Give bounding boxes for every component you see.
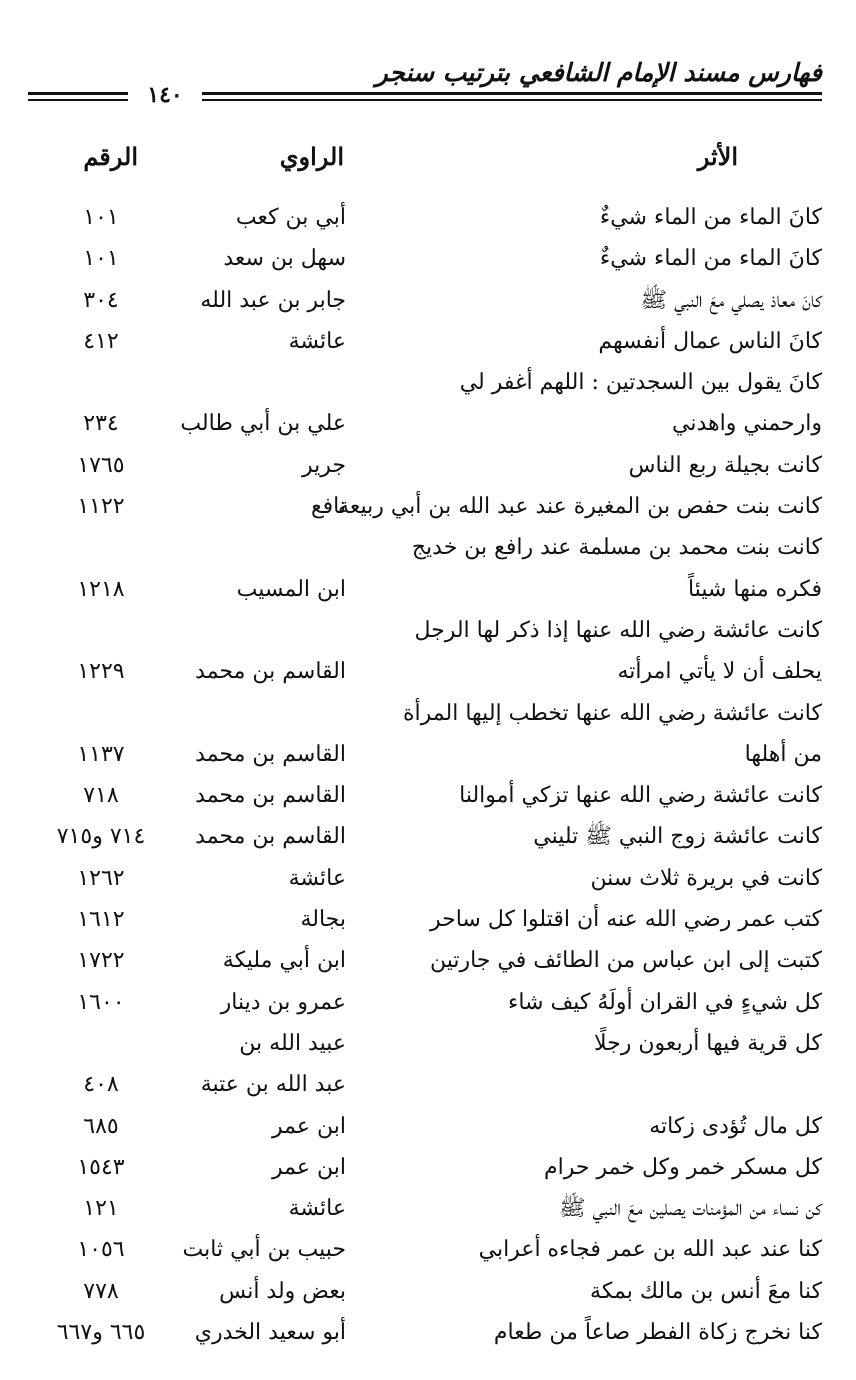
cell-rawi: عمرو بن دينار	[220, 989, 346, 1015]
cell-athar: كل مسكر خمر وكل خمر حرام	[544, 1154, 822, 1180]
table-row	[20, 362, 822, 403]
cell-raqm: ٦٦٥ و٦٦٧	[56, 1320, 146, 1346]
table-row	[20, 1106, 822, 1147]
table-row	[20, 610, 822, 651]
running-title: فهارس مسند الإمام الشافعي بترتيب سنجر	[375, 58, 822, 87]
table-row	[20, 1229, 822, 1270]
cell-rawi: حبيب بن أبي ثابت	[182, 1237, 346, 1263]
cell-rawi: ابن عمر	[272, 1154, 346, 1180]
table-row	[20, 527, 822, 568]
cell-athar: كتب عمر رضي الله عنه أن اقتلوا كل ساحر	[429, 907, 822, 933]
cell-athar: كانت عائشة رضي الله عنها تخطب إليها المرأة	[403, 700, 822, 726]
index-table	[20, 197, 822, 1353]
cell-athar: كانت بنت محمد بن مسلمة عند رافع بن خديج	[411, 535, 822, 561]
cell-athar: كانت في بريرة ثلاث سنن	[590, 865, 822, 891]
table-row	[20, 403, 822, 444]
table-row	[20, 197, 822, 238]
cell-athar: كن نساء من المؤمنات يصلين معَ النبي ﷺ	[558, 1196, 822, 1222]
cell-rawi: عبد الله بن عتبة	[200, 1072, 346, 1098]
cell-raqm: ٣٠٤	[83, 287, 119, 313]
cell-raqm: ١٧٢٢	[77, 948, 125, 974]
table-row	[20, 858, 822, 899]
cell-rawi: القاسم بن محمد	[195, 824, 346, 850]
table-row	[20, 1188, 822, 1229]
column-header-raqm: الرقم	[83, 142, 138, 171]
cell-rawi: القاسم بن محمد	[195, 659, 346, 685]
column-header-rawi: الراوي	[279, 142, 344, 171]
cell-rawi: جرير	[302, 452, 346, 478]
cell-athar: وارحمني واهدني	[672, 411, 822, 437]
cell-rawi: عبيد الله بن	[239, 1030, 346, 1056]
cell-athar: كانَ الناس عمال أنفسهم	[598, 328, 822, 354]
cell-athar: كنا معَ أنس بن مالك بمكة	[590, 1278, 822, 1304]
cell-raqm: ١٢١	[83, 1196, 119, 1222]
cell-athar: كنا عند عبد الله بن عمر فجاءه أعرابي	[478, 1237, 822, 1263]
table-row	[20, 1312, 822, 1353]
cell-rawi: أبي بن كعب	[235, 205, 346, 230]
cell-rawi: ابن عمر	[272, 1113, 346, 1139]
table-row	[20, 238, 822, 279]
cell-raqm: ١٧٦٥	[77, 452, 125, 478]
cell-raqm: ٧٧٨	[83, 1278, 119, 1304]
page-number: ١٤٠	[128, 78, 202, 112]
cell-athar: كانَ معاذ يصلي معَ النبي ﷺ	[640, 287, 822, 313]
cell-rawi: نافع	[310, 494, 346, 520]
cell-athar: كانَ الماء من الماء شيءٌ	[599, 205, 822, 230]
cell-athar: كل مال تُؤدى زكاته	[649, 1113, 822, 1139]
table-row	[20, 940, 822, 981]
cell-rawi: عائشة	[288, 1196, 346, 1222]
cell-athar: كل قرية فيها أربعون رجلًا	[593, 1030, 822, 1056]
table-row	[20, 775, 822, 816]
cell-rawi: سهل بن سعد	[223, 246, 346, 272]
table-row	[20, 445, 822, 486]
cell-raqm: ٤١٢	[83, 328, 119, 354]
table-row	[20, 569, 822, 610]
table-row	[20, 321, 822, 362]
cell-athar: كانَ الماء من الماء شيءٌ	[599, 246, 822, 272]
column-header-athar: الأثر	[697, 142, 738, 171]
cell-raqm: ٧١٤ و٧١٥	[56, 824, 146, 850]
table-row	[20, 982, 822, 1023]
cell-raqm: ٧١٨	[83, 783, 119, 809]
cell-raqm: ١٢٢٩	[77, 659, 125, 685]
cell-rawi: علي بن أبي طالب	[180, 411, 346, 437]
cell-athar: كانت عائشة رضي الله عنها تزكي أموالنا	[459, 783, 822, 809]
cell-athar: كانت بجيلة ربع الناس	[628, 452, 822, 478]
cell-raqm: ١١٢٢	[77, 494, 125, 520]
page-header	[28, 58, 822, 108]
cell-raqm: ١٥٤٣	[77, 1154, 125, 1180]
table-row	[20, 734, 822, 775]
table-row	[20, 1147, 822, 1188]
cell-rawi: ابن المسيب	[236, 576, 346, 602]
cell-athar: كل شيءٍ في القران أولَهُ كيف شاء	[507, 989, 822, 1015]
table-row	[20, 816, 822, 857]
table-row	[20, 280, 822, 321]
cell-athar: كانَ يقول بين السجدتين : اللهم أغفر لي	[459, 370, 822, 396]
cell-raqm: ١٦٠٠	[77, 989, 125, 1015]
cell-athar: كانت عائشة زوج النبي ﷺ تليني	[533, 824, 822, 850]
cell-rawi: عائشة	[288, 865, 346, 891]
cell-athar: يحلف أن لا يأتي امرأته	[617, 659, 822, 685]
cell-athar: فكره منها شيئاً	[688, 576, 822, 602]
cell-rawi: أبو سعيد الخدري	[194, 1320, 346, 1346]
cell-raqm: ١٠١	[83, 246, 119, 272]
cell-rawi: القاسم بن محمد	[195, 783, 346, 809]
cell-athar: كانت عائشة رضي الله عنها إذا ذكر لها الرجل	[414, 617, 822, 643]
table-row	[20, 651, 822, 692]
cell-raqm: ١٢٦٢	[77, 865, 125, 891]
cell-raqm: ٢٣٤	[83, 411, 119, 437]
cell-rawi: بجالة	[300, 907, 346, 933]
cell-raqm: ١٢١٨	[77, 576, 125, 602]
table-row	[20, 1271, 822, 1312]
table-row	[20, 899, 822, 940]
cell-rawi: جابر بن عبد الله	[200, 287, 346, 313]
table-row	[20, 693, 822, 734]
cell-raqm: ١٠١	[83, 205, 119, 230]
cell-rawi: ابن أبي مليكة	[222, 948, 346, 974]
cell-raqm: ١١٣٧	[77, 741, 125, 767]
cell-raqm: ٤٠٨	[83, 1072, 119, 1098]
cell-rawi: القاسم بن محمد	[195, 741, 346, 767]
cell-rawi: عائشة	[288, 328, 346, 354]
cell-athar: كنا نخرج زكاة الفطر صاعاً من طعام	[493, 1320, 822, 1346]
table-row	[20, 1064, 822, 1105]
table-row	[20, 1023, 822, 1064]
cell-raqm: ١٠٥٦	[77, 1237, 125, 1263]
table-row	[20, 486, 822, 527]
cell-raqm: ٦٨٥	[83, 1113, 119, 1139]
cell-raqm: ١٦١٢	[77, 907, 125, 933]
cell-athar: كانت بنت حفص بن المغيرة عند عبد الله بن أبي ربيعة	[338, 494, 822, 520]
cell-athar: كتبت إلى ابن عباس من الطائف في جارتين	[429, 948, 822, 974]
cell-athar: من أهلها	[744, 741, 822, 767]
cell-rawi: بعض ولد أنس	[219, 1278, 346, 1304]
